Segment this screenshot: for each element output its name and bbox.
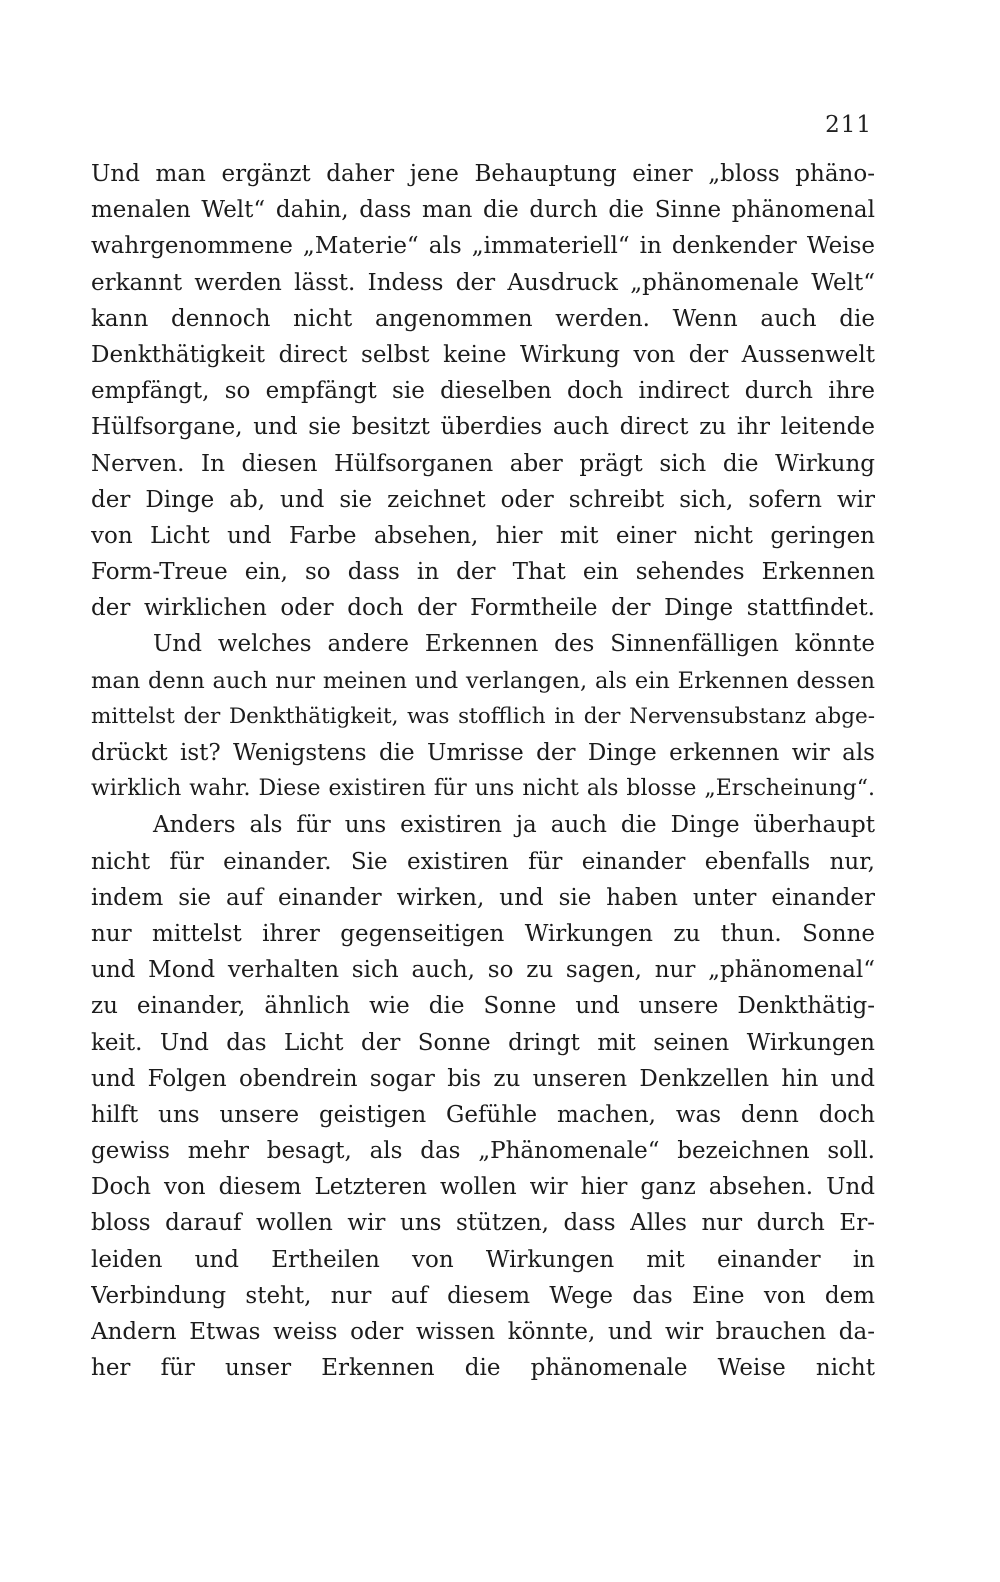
text-line: nicht für einander. Sie existiren für einander ebenfalls nur, — [91, 848, 875, 875]
text-line: gewiss mehr besagt, als das „Phänomenale“ bezeichnen soll. — [91, 1138, 875, 1165]
text-line: Andern Etwas weiss oder wissen könnte, und wir brauchen da- — [91, 1319, 875, 1345]
text-line: leiden und Ertheilen von Wirkungen mit einander in — [91, 1246, 875, 1273]
text-line: menalen Welt“ dahin, dass man die durch die Sinne phänomenal — [91, 197, 875, 224]
text-line: her für unser Erkennen die phänomenale Weise nicht — [91, 1355, 875, 1382]
text-line: und Mond verhalten sich auch, so zu sagen, nur „phänomenal“ — [91, 957, 875, 984]
text-line: nur mittelst ihrer gegenseitigen Wirkungen zu thun. Sonne — [91, 920, 875, 947]
text-line: Hülfsorgane, und sie besitzt überdies auch direct zu ihr leitende — [91, 414, 875, 441]
text-line: hilft uns unsere geistigen Gefühle machen, was denn doch — [91, 1101, 875, 1128]
text-line: und Folgen obendrein sogar bis zu unseren Denkzellen hin und — [91, 1065, 875, 1092]
text-line: Denkthätigkeit direct selbst keine Wirkung von der Aussenwelt — [91, 341, 875, 368]
text-line: Verbindung steht, nur auf diesem Wege das Eine von dem — [91, 1282, 875, 1309]
text-line: Anders als für uns existiren ja auch die Dinge überhaupt — [153, 812, 875, 839]
text-line: wirklich wahr. Diese existiren für uns nicht als blosse „Erscheinung“. — [91, 776, 875, 802]
body-text — [91, 156, 875, 1386]
text-line: Form-Treue ein, so dass in der That ein sehendes Erkennen — [91, 559, 875, 586]
text-line: indem sie auf einander wirken, und sie haben unter einander — [91, 884, 875, 911]
text-line: drückt ist? Wenigstens die Umrisse der Dinge erkennen wir als — [91, 740, 875, 766]
text-line: man denn auch nur meinen und verlangen, als ein Erkennen dessen — [91, 667, 875, 694]
text-line: kann dennoch nicht angenommen werden. Wenn auch die — [91, 305, 875, 332]
text-line: Und man ergänzt daher jene Behauptung einer „bloss phäno- — [91, 161, 875, 187]
page-number: 211 — [825, 112, 872, 138]
text-line: bloss darauf wollen wir uns stützen, dass Alles nur durch Er- — [91, 1210, 875, 1237]
text-line: der Dinge ab, und sie zeichnet oder schreibt sich, sofern wir — [91, 486, 875, 513]
text-line: wahrgenommene „Materie“ als „immateriell“ in denkender Weise — [91, 233, 875, 260]
text-line: erkannt werden lässt. Indess der Ausdruck „phänomenale Welt“ — [91, 269, 875, 296]
text-line: empfängt, so empfängt sie dieselben doch indirect durch ihre — [91, 378, 875, 405]
text-line: mittelst der Denkthätigkeit, was stofflich in der Nervensubstanz abge- — [91, 703, 875, 729]
text-line: Nerven. In diesen Hülfsorganen aber prägt sich die Wirkung — [91, 450, 875, 477]
text-line: Doch von diesem Letzteren wollen wir hier ganz absehen. Und — [91, 1174, 875, 1201]
text-line: zu einander, ähnlich wie die Sonne und unsere Denkthätig- — [91, 993, 875, 1020]
text-line: der wirklichen oder doch der Formtheile der Dinge stattfindet. — [91, 595, 875, 622]
text-line: keit. Und das Licht der Sonne dringt mit seinen Wirkungen — [91, 1029, 875, 1056]
text-line: Und welches andere Erkennen des Sinnenfälligen könnte — [153, 631, 875, 658]
text-line: von Licht und Farbe absehen, hier mit einer nicht geringen — [91, 522, 875, 549]
